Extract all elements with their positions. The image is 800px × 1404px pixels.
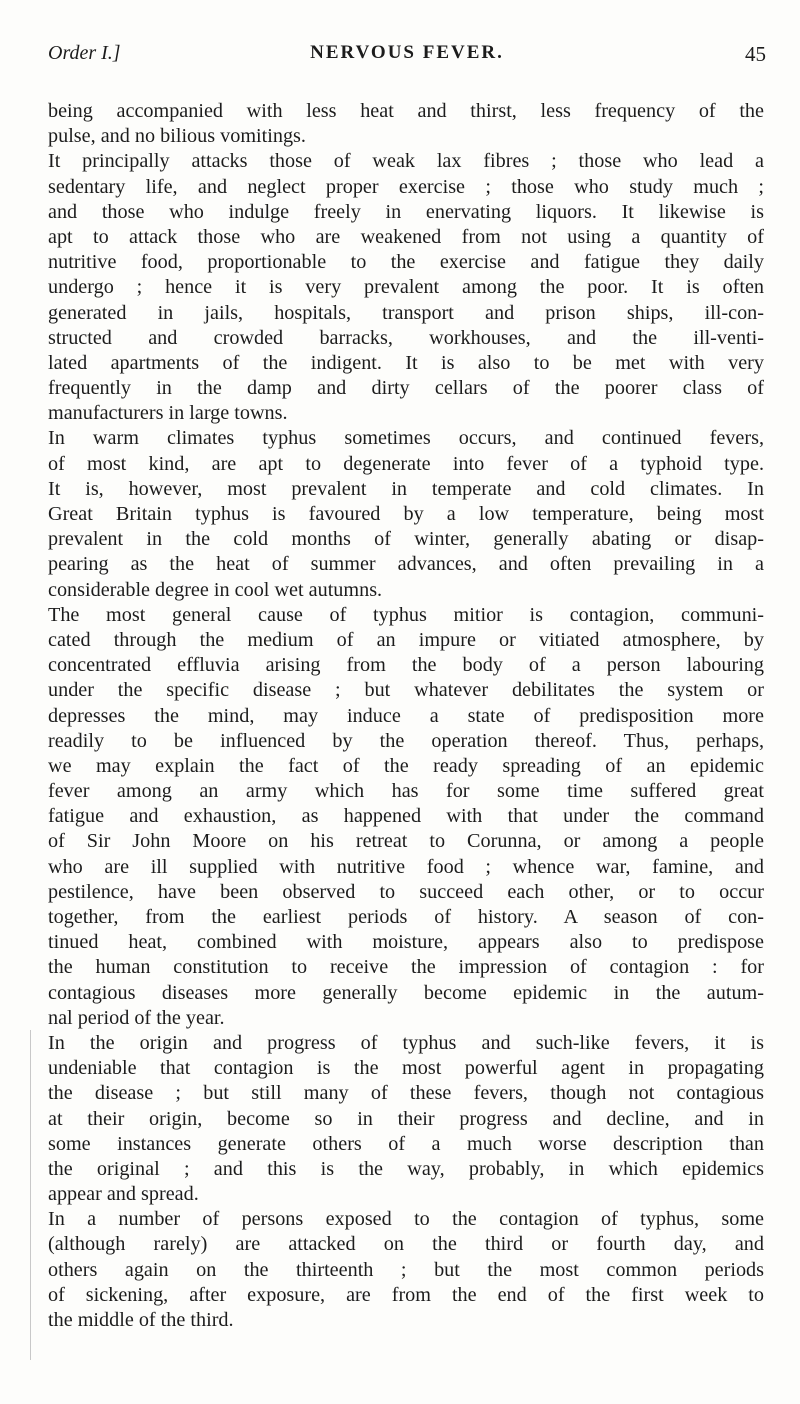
text-line: the middle of the third.: [48, 1309, 234, 1331]
text-line: the human constitution to receive the impression of contagion : for: [48, 956, 764, 979]
text-line: tinued heat, combined with moisture, appears also to predispose: [48, 931, 764, 954]
text-line: generated in jails, hospitals, transport and prison ships, ill-con-: [48, 301, 764, 324]
text-line: undergo ; hence it is very prevalent among the poor. It is often: [48, 276, 764, 299]
paragraph: [48, 99, 764, 149]
text-line: nutritive food, proportionable to the exercise and fatigue they daily: [48, 251, 764, 274]
text-line: In warm climates typhus sometimes occurs, and continued fevers,: [48, 427, 764, 450]
text-line: of Sir John Moore on his retreat to Corunna, or among a people: [48, 830, 764, 853]
text-line: under the specific disease ; but whatever debilitates the system or: [48, 679, 764, 702]
text-line: nal period of the year.: [48, 1006, 225, 1029]
paragraph: [48, 426, 764, 602]
text-line: apt to attack those who are weakened from not using a quantity of: [48, 225, 764, 248]
paragraph: [48, 603, 764, 1031]
text-line: appear and spread.: [48, 1183, 199, 1206]
body-text: [48, 99, 764, 1333]
text-line: In a number of persons exposed to the contagion of typhus, some: [48, 1208, 764, 1231]
text-line: (although rarely) are attacked on the third or fourth day, and: [48, 1233, 764, 1256]
text-line: sedentary life, and neglect proper exercise ; those who study much ;: [48, 175, 764, 198]
text-line: fatigue and exhaustion, as happened with that under the command: [48, 805, 764, 828]
text-line: readily to be influenced by the operation thereof. Thus, perhaps,: [48, 729, 764, 752]
text-line: who are ill supplied with nutritive food ; whence war, famine, and: [48, 855, 764, 878]
page-number: 45: [745, 42, 766, 66]
text-line: together, from the earliest periods of history. A season of con-: [48, 906, 764, 928]
paragraph: [48, 1031, 764, 1207]
text-line: of sickening, after exposure, are from the end of the first week to: [48, 1283, 764, 1306]
text-line: It principally attacks those of weak lax fibres ; those who lead a: [48, 150, 764, 173]
text-line: of most kind, are apt to degenerate into fever of a typhoid type.: [48, 452, 764, 475]
running-head: [48, 42, 766, 74]
text-line: pearing as the heat of summer advances, and often prevailing in a: [48, 553, 764, 576]
text-line: cated through the medium of an impure or vitiated atmosphere, by: [48, 628, 764, 651]
text-line: others again on the thirteenth ; but the most common periods: [48, 1258, 764, 1281]
text-line: In the origin and progress of typhus and such-like fevers, it is: [48, 1031, 764, 1054]
text-line: Great Britain typhus is favoured by a low temperature, being most: [48, 503, 764, 525]
text-line: pestilence, have been observed to succeed each other, or to occur: [48, 880, 764, 903]
text-line: It is, however, most prevalent in temperate and cold climates. In: [48, 477, 764, 500]
running-head-title: NERVOUS FEVER.: [310, 42, 504, 63]
paragraph: [48, 149, 764, 426]
text-line: depresses the mind, may induce a state of predisposition more: [48, 704, 764, 727]
text-line: undeniable that contagion is the most powerful agent in propagating: [48, 1057, 764, 1080]
text-line: some instances generate others of a much worse description than: [48, 1132, 764, 1155]
text-line: being accompanied with less heat and thirst, less frequency of the: [48, 100, 764, 122]
text-line: pulse, and no bilious vomitings.: [48, 125, 306, 148]
paragraph: [48, 1207, 764, 1333]
text-line: the disease ; but still many of these fevers, though not contagious: [48, 1082, 764, 1105]
text-line: and those who indulge freely in enervating liquors. It likewise is: [48, 200, 764, 223]
text-line: considerable degree in cool wet autumns.: [48, 578, 383, 601]
text-line: lated apartments of the indigent. It is also to be met with very: [48, 351, 764, 374]
running-head-section: Order I.]: [48, 42, 121, 64]
text-line: The most general cause of typhus mitior is contagion, communi-: [48, 603, 764, 626]
text-line: contagious diseases more generally become epidemic in the autum-: [48, 981, 764, 1004]
text-line: concentrated effluvia arising from the body of a person labouring: [48, 654, 764, 677]
page-edge-shadow: [30, 1030, 31, 1360]
text-line: we may explain the fact of the ready spreading of an epidemic: [48, 754, 764, 777]
text-line: prevalent in the cold months of winter, generally abating or disap-: [48, 528, 764, 551]
text-line: frequently in the damp and dirty cellars of the poorer class of: [48, 377, 764, 400]
text-line: at their origin, become so in their progress and decline, and in: [48, 1107, 764, 1130]
text-line: manufacturers in large towns.: [48, 402, 288, 425]
text-line: the original ; and this is the way, probably, in which epidemics: [48, 1157, 764, 1180]
text-line: fever among an army which has for some time suffered great: [48, 780, 764, 803]
text-line: structed and crowded barracks, workhouses, and the ill-venti-: [48, 326, 764, 349]
